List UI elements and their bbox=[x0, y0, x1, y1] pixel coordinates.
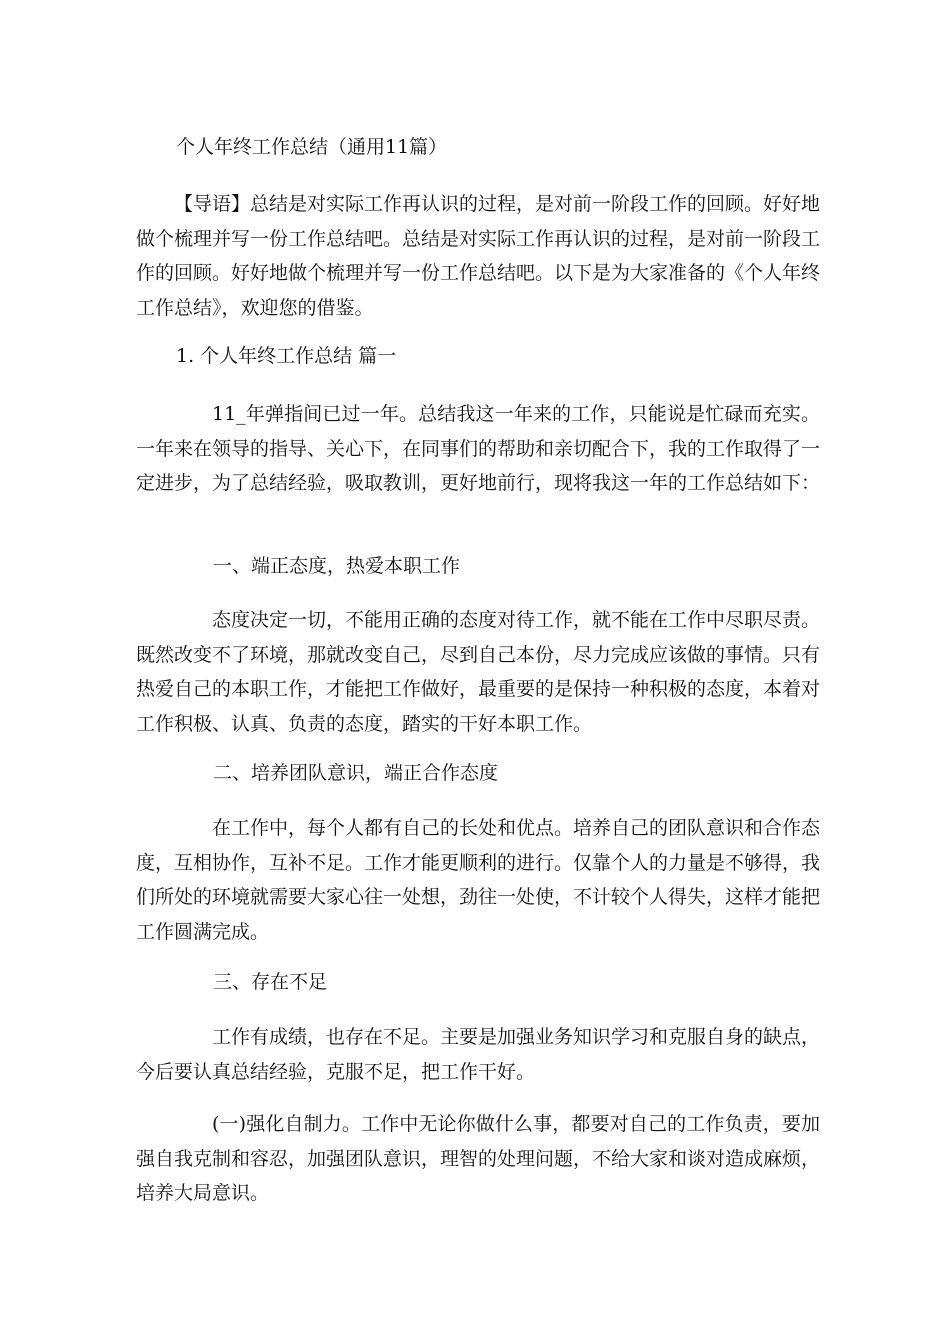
section-heading-1: 1. 个人年终工作总结 篇一 bbox=[176, 345, 397, 367]
body-paragraph-3: 在工作中，每个人都有自己的长处和优点。培养自己的团队意识和合作态度，互相协作，互补不足。工作才能更顺利的进行。仅靠个人的力量是不够得，我们所处的环境就需要大家心往一处想，劲往一处使，不计较个人得失，这样才能把工作圆满完成。 bbox=[136, 817, 821, 943]
body-paragraph-1: 11_年弹指间已过一年。总结我这一年来的工作，只能说是忙碌而充实。一年来在领导的指导、关心下，在同事们的帮助和亲切配合下，我的工作取得了一定进步，为了总结经验，吸取教训，更好地前行，现将我这一年的工作总结如下： bbox=[136, 403, 821, 495]
subheading-1: 一、端正态度，热爱本职工作 bbox=[213, 555, 461, 577]
body-paragraph-2: 态度决定一切，不能用正确的态度对待工作，就不能在工作中尽职尽责。既然改变不了环境，那就改变自己，尽到自己本份，尽力完成应该做的事情。只有热爱自己的本职工作，才能把工作做好，最重要的是保持一种积极的态度，本着对工作积极、认真、负责的态度，踏实的干好本职工作。 bbox=[136, 609, 821, 735]
subheading-3: 三、存在不足 bbox=[213, 971, 328, 993]
subheading-2: 二、培养团队意识，端正合作态度 bbox=[213, 762, 499, 784]
body-paragraph-5: (一)强化自制力。工作中无论你做什么事，都要对自己的工作负责，要加强自我克制和容忍，加强团队意识，理智的处理问题，不给大家和谈对造成麻烦，培养大局意识。 bbox=[136, 1113, 821, 1205]
intro-paragraph: 【导语】总结是对实际工作再认识的过程，是对前一阶段工作的回顾。好好地做个梳理并写一份工作总结吧。总结是对实际工作再认识的过程，是对前一阶段工作的回顾。好好地做个梳理并写一份工作总结吧。以下是为大家准备的《个人年终工作总结》，欢迎您的借鉴。 bbox=[136, 193, 821, 319]
document-title: 个人年终工作总结（通用11篇） bbox=[176, 136, 448, 158]
body-paragraph-4: 工作有成绩，也存在不足。主要是加强业务知识学习和克服自身的缺点，今后要认真总结经验，克服不足，把工作干好。 bbox=[136, 1026, 821, 1083]
